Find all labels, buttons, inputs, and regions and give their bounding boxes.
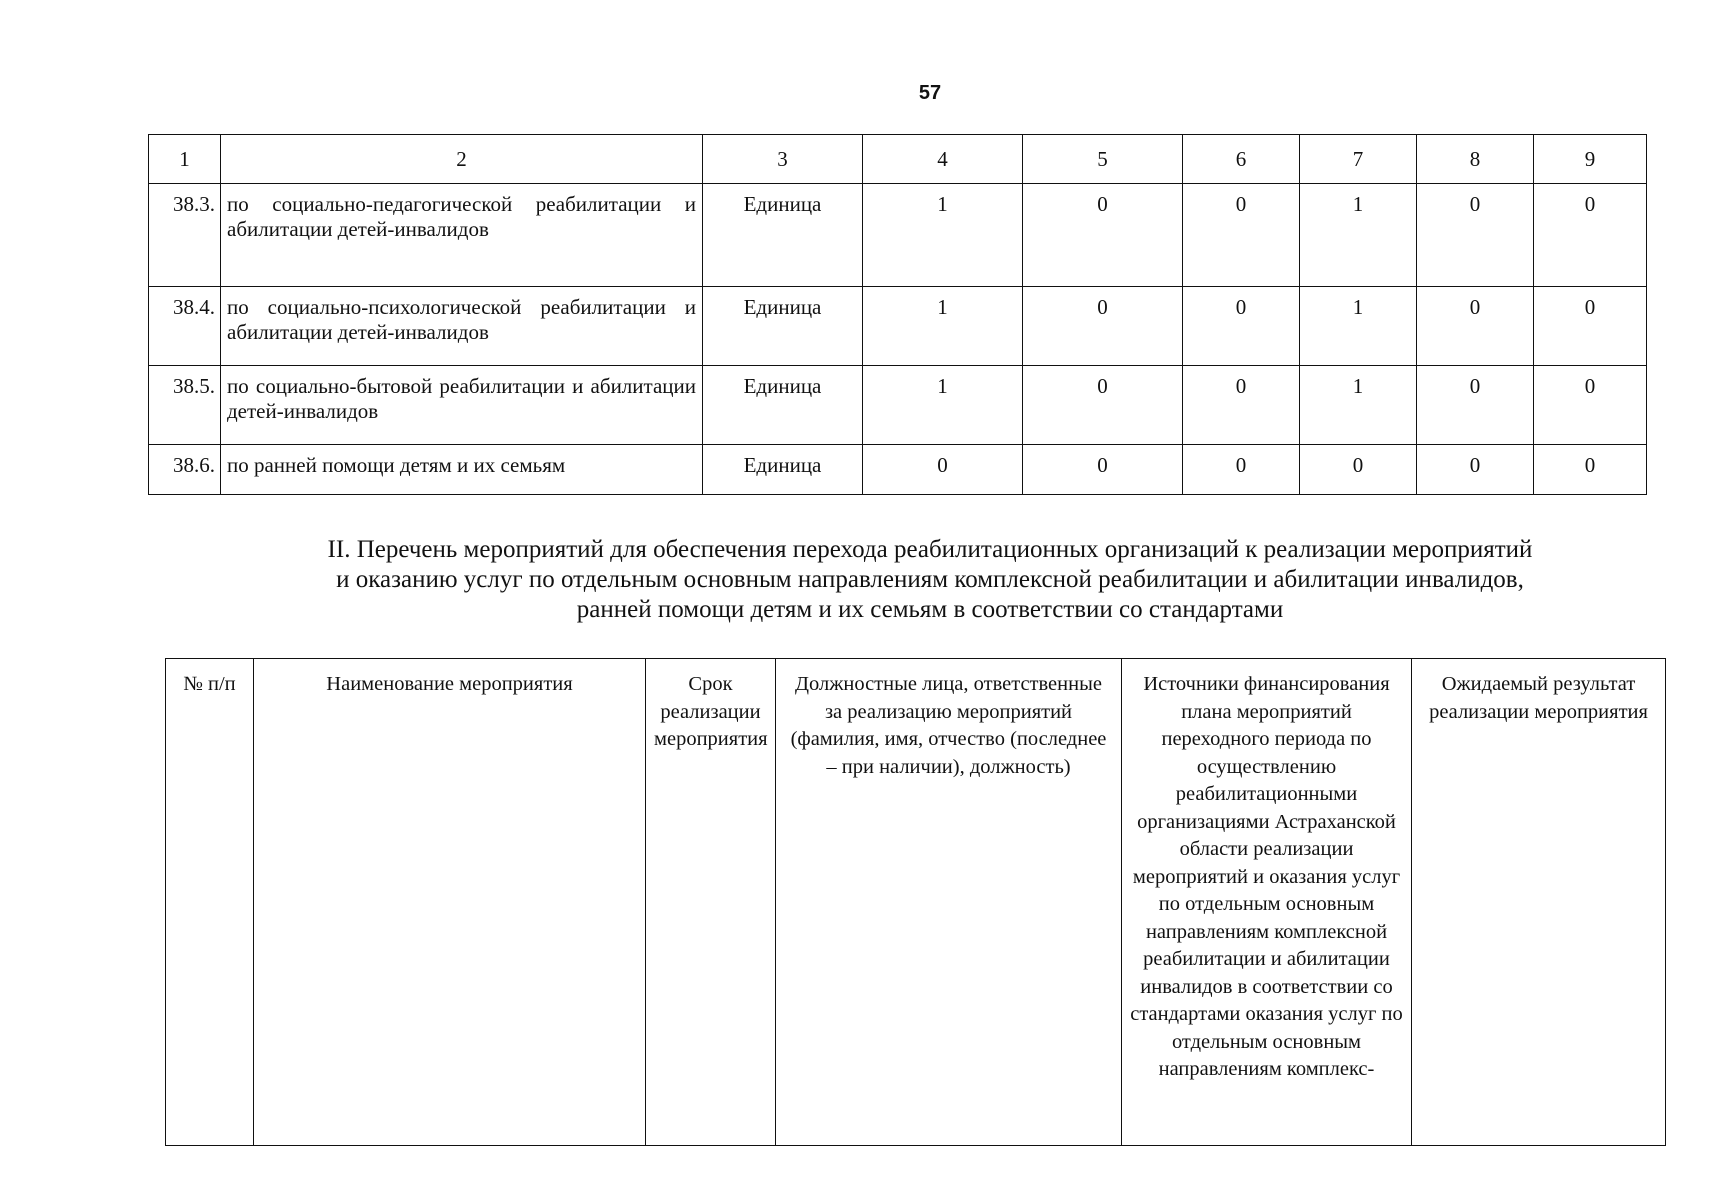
row-value: 0 [1183, 366, 1300, 445]
row-value: 1 [1300, 287, 1417, 366]
indicators-table [148, 134, 1647, 495]
row-value: 1 [863, 287, 1023, 366]
column-header: 8 [1417, 135, 1534, 184]
column-header-term: Срок реализации мероприятия [646, 659, 776, 1146]
column-header: 1 [149, 135, 221, 184]
column-header-name: Наименование мероприятия [254, 659, 646, 1146]
row-value: 0 [1300, 445, 1417, 495]
header-row [149, 135, 1647, 184]
section-title-line: ранней помощи детям и их семьям в соответствии со стандартами [576, 596, 1284, 623]
table-row [149, 366, 1647, 445]
header-row [166, 659, 1666, 1146]
column-header-result: Ожидаемый результат реализации мероприятия [1412, 659, 1666, 1146]
table-row [149, 184, 1647, 287]
row-value: 0 [1534, 287, 1647, 366]
row-value: 0 [1183, 445, 1300, 495]
row-unit: Единица [703, 287, 863, 366]
column-header: 2 [221, 135, 703, 184]
section-title-line: II. Перечень мероприятий для обеспечения перехода реабилитационных организаций к реализации мероприятий [327, 536, 1533, 563]
row-number: 38.4. [149, 287, 221, 366]
column-header-funding: Источники финансирования плана мероприятий переходного периода по осуществлению реабилитационными организациями Астраханской области реализации мероприятий и оказания услуг по отдельным основным направлениям комплексной реабилитации и абилитации инвалидов в соответствии со стандартами оказания услуг по отдельным основным направлениям комплекс- [1122, 659, 1412, 1146]
measures-table [165, 658, 1666, 1146]
column-header: 4 [863, 135, 1023, 184]
row-value: 0 [1534, 184, 1647, 287]
page-number: 57 [918, 82, 942, 104]
row-value: 0 [1023, 445, 1183, 495]
row-number: 38.6. [149, 445, 221, 495]
row-number: 38.5. [149, 366, 221, 445]
table-row [149, 445, 1647, 495]
row-value: 0 [1534, 366, 1647, 445]
column-header: 9 [1534, 135, 1647, 184]
column-header: 5 [1023, 135, 1183, 184]
row-unit: Единица [703, 445, 863, 495]
row-value: 0 [1417, 445, 1534, 495]
row-value: 1 [863, 184, 1023, 287]
column-header-officials: Должностные лица, ответственные за реализацию мероприятий (фамилия, имя, отчество (последнее – при наличии), должность) [776, 659, 1122, 1146]
row-value: 0 [863, 445, 1023, 495]
column-header-number: № п/п [166, 659, 254, 1146]
row-value: 0 [1183, 287, 1300, 366]
row-name: по социально-педагогической реабилитации и абилитации детей-инвалидов [221, 184, 703, 287]
row-number: 38.3. [149, 184, 221, 287]
row-value: 0 [1183, 184, 1300, 287]
row-value: 0 [1417, 287, 1534, 366]
section-title-line: и оказанию услуг по отдельным основным направлениям комплексной реабилитации и абилитации инвалидов, [336, 566, 1524, 593]
row-value: 0 [1417, 366, 1534, 445]
row-value: 0 [1417, 184, 1534, 287]
row-value: 0 [1023, 184, 1183, 287]
row-name: по социально-психологической реабилитации и абилитации детей-инвалидов [221, 287, 703, 366]
row-value: 1 [1300, 184, 1417, 287]
row-name: по ранней помощи детям и их семьям [221, 445, 703, 495]
row-name: по социально-бытовой реабилитации и абилитации детей-инвалидов [221, 366, 703, 445]
row-unit: Единица [703, 366, 863, 445]
column-header: 6 [1183, 135, 1300, 184]
row-value: 1 [1300, 366, 1417, 445]
row-value: 1 [863, 366, 1023, 445]
column-header: 3 [703, 135, 863, 184]
table-row [149, 287, 1647, 366]
row-unit: Единица [703, 184, 863, 287]
row-value: 0 [1023, 287, 1183, 366]
section-title [210, 535, 1650, 625]
row-value: 0 [1534, 445, 1647, 495]
row-value: 0 [1023, 366, 1183, 445]
column-header: 7 [1300, 135, 1417, 184]
